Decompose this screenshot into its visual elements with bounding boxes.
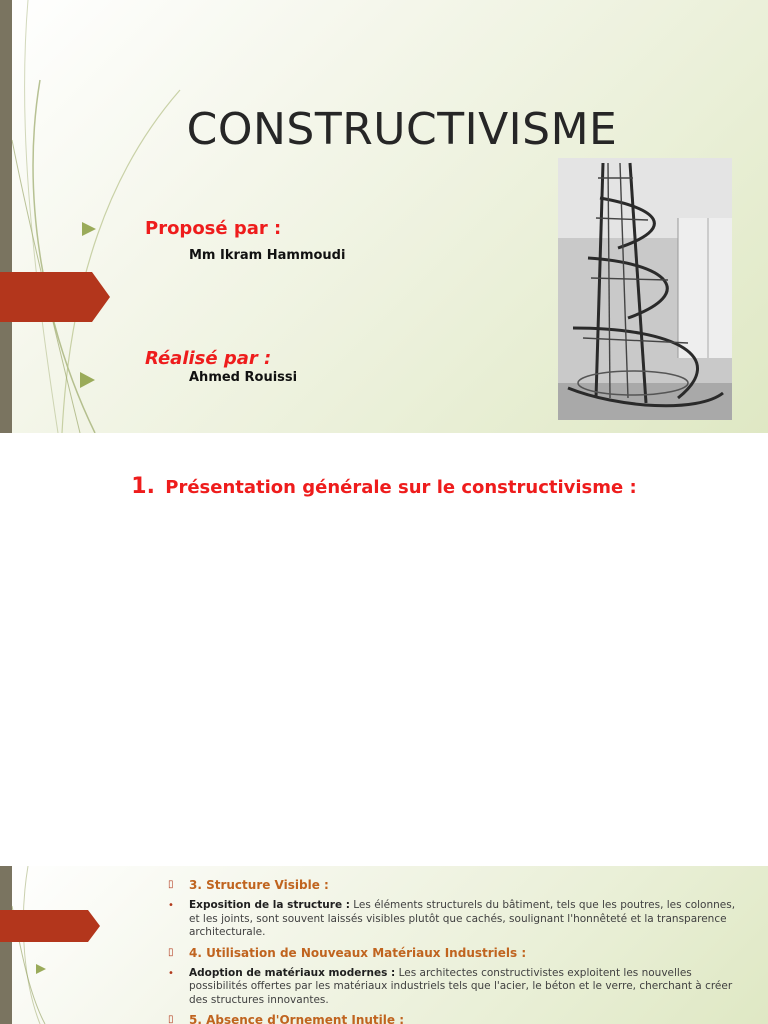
slide-title: CONSTRUCTIVISME (186, 104, 618, 155)
paragraph-text: Les architectes constructivistes exploitent les nouvelles possibilités offertes par les matériaux industriels tels que l'acier, le béton et le verre, cherchant à créer des structures innovantes. (189, 966, 733, 1006)
realized-by-label: Réalisé par : (145, 348, 272, 369)
heading-text: 5. Absence d'Ornement Inutile : (189, 1013, 405, 1024)
arrow-tab (0, 272, 112, 322)
list-item (168, 899, 742, 940)
heading-text: 3. Structure Visible : (189, 878, 329, 892)
arrow-tab (0, 910, 102, 942)
checkbox-marker-icon: ▯ (168, 879, 174, 890)
list-heading (168, 946, 742, 961)
paragraph (189, 967, 742, 1008)
list-item (168, 967, 742, 1008)
section-title: Présentation générale sur le constructivisme : (165, 477, 637, 498)
checkbox-marker-icon: ▯ (168, 946, 174, 958)
paragraph-bold: Exposition de la structure : (189, 899, 350, 911)
decorative-curves (0, 866, 120, 1024)
characteristics-list (168, 878, 742, 1024)
bullet-icon: • (168, 967, 174, 979)
realized-by-name: Ahmed Rouissi (189, 370, 298, 385)
paragraph-text: Les éléments structurels du bâtiment, tels que les poutres, les colonnes, et les joints, sont souvent laissés visibles plutôt que cachés, soulignant l'honnêteté et la transparence architecturale. (189, 899, 736, 938)
title-slide (0, 0, 768, 433)
section-number: 1. (131, 474, 155, 499)
heading-text: 4. Utilisation de Nouveaux Matériaux Industriels : (189, 945, 527, 960)
tower-photo (558, 158, 732, 420)
checkbox-marker-icon: ▯ (168, 1014, 174, 1024)
paragraph-bold: Adoption de matériaux modernes : (189, 966, 396, 979)
proposed-by-name: Mm Ikram Hammoudi (189, 248, 346, 263)
proposed-by-label: Proposé par : (145, 218, 282, 239)
paragraph (189, 899, 742, 940)
bullet-icon: • (168, 900, 174, 911)
characteristics-slide (0, 866, 768, 1024)
list-heading (168, 878, 742, 893)
list-heading (168, 1013, 742, 1024)
section-heading (0, 474, 768, 499)
